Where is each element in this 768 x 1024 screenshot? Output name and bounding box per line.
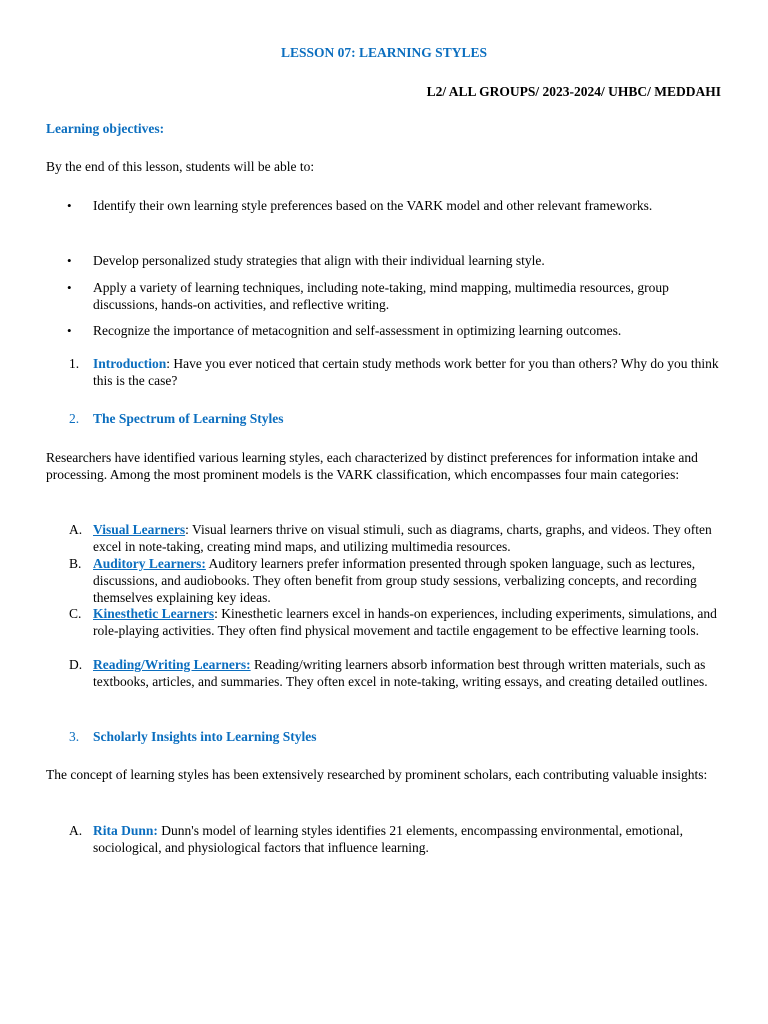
item-text [93, 656, 723, 690]
objectives-heading: Learning objectives: [46, 121, 165, 136]
section-heading-text: Scholarly Insights into Learning Styles [93, 729, 317, 744]
section-number: 2. [69, 411, 80, 426]
bullet-icon: • [67, 253, 72, 268]
kinesthetic-learners-link[interactable]: Kinesthetic Learners [93, 606, 215, 621]
section-paragraph: Researchers have identified various learning styles, each characterized by distinct preferences for information intake and processing. Among the most prominent models is the VARK classification, which encompasses four main categories: [46, 450, 698, 482]
section-introduction-text [93, 355, 721, 389]
item-text [93, 521, 723, 555]
objectives-intro: By the end of this lesson, students will be able to: [46, 159, 315, 174]
course-meta: L2/ ALL GROUPS/ 2023-2024/ UHBC/ MEDDAHI [426, 84, 721, 99]
item-body: Auditory learners prefer information presented through spoken language, such as lectures, discussions, and audiobooks. They often benefit from group study sessions, verbalizing concepts, and recording themselves explaining key ideas. [93, 556, 697, 605]
reading-writing-learners-link[interactable]: Reading/Writing Learners: [93, 657, 251, 672]
item-text [93, 822, 723, 856]
section-number: 1. [69, 356, 80, 371]
bullet-icon: • [67, 323, 72, 338]
item-body: : Visual learners thrive on visual stimuli, such as diagrams, charts, graphs, and videos. They often excel in note-taking, creating mind maps, and utilizing multimedia resources. [93, 522, 712, 554]
objective-text: Identify their own learning style preferences based on the VARK model and other relevant frameworks. [93, 198, 653, 213]
item-body: : Kinesthetic learners excel in hands-on experiences, including experiments, simulations, and role-playing activities. They often find physical movement and tactile engagement to be effective learning tools. [93, 606, 717, 638]
item-letter: D. [69, 657, 83, 672]
item-body: Dunn's model of learning styles identifies 21 elements, encompassing environmental, emotional, sociological, and physiological factors that influence learning. [93, 823, 683, 855]
objective-text: Develop personalized study strategies that align with their individual learning style. [93, 253, 545, 268]
item-letter: C. [69, 606, 82, 621]
scholar-name: Rita Dunn: [93, 823, 158, 838]
auditory-learners-link[interactable]: Auditory Learners: [93, 556, 206, 571]
bullet-icon: • [67, 198, 72, 213]
bullet-icon: • [67, 280, 72, 295]
section-body: : Have you ever noticed that certain study methods work better for you than others? Why do you think this is the case? [93, 356, 719, 388]
item-body: Reading/writing learners absorb information best through written materials, such as textbooks, articles, and summaries. They often excel in note-taking, writing essays, and creating detailed outlines. [93, 657, 708, 689]
section-term: Introduction [93, 356, 167, 371]
item-letter: A. [69, 823, 83, 838]
visual-learners-link[interactable]: Visual Learners [93, 522, 186, 537]
section-number: 3. [69, 729, 80, 744]
objective-text: Recognize the importance of metacognition and self-assessment in optimizing learning outcomes. [93, 323, 622, 338]
page-title: LESSON 07: LEARNING STYLES [281, 45, 487, 60]
item-text [93, 605, 723, 639]
section-paragraph: The concept of learning styles has been extensively researched by prominent scholars, each contributing valuable insights: [46, 767, 708, 782]
section-heading-text: The Spectrum of Learning Styles [93, 411, 284, 426]
item-text [93, 555, 723, 606]
item-letter: A. [69, 522, 83, 537]
objective-text: Apply a variety of learning techniques, including note-taking, mind mapping, multimedia resources, group discussions, hands-on activities, and reflective writing. [93, 280, 669, 312]
item-letter: B. [69, 556, 82, 571]
